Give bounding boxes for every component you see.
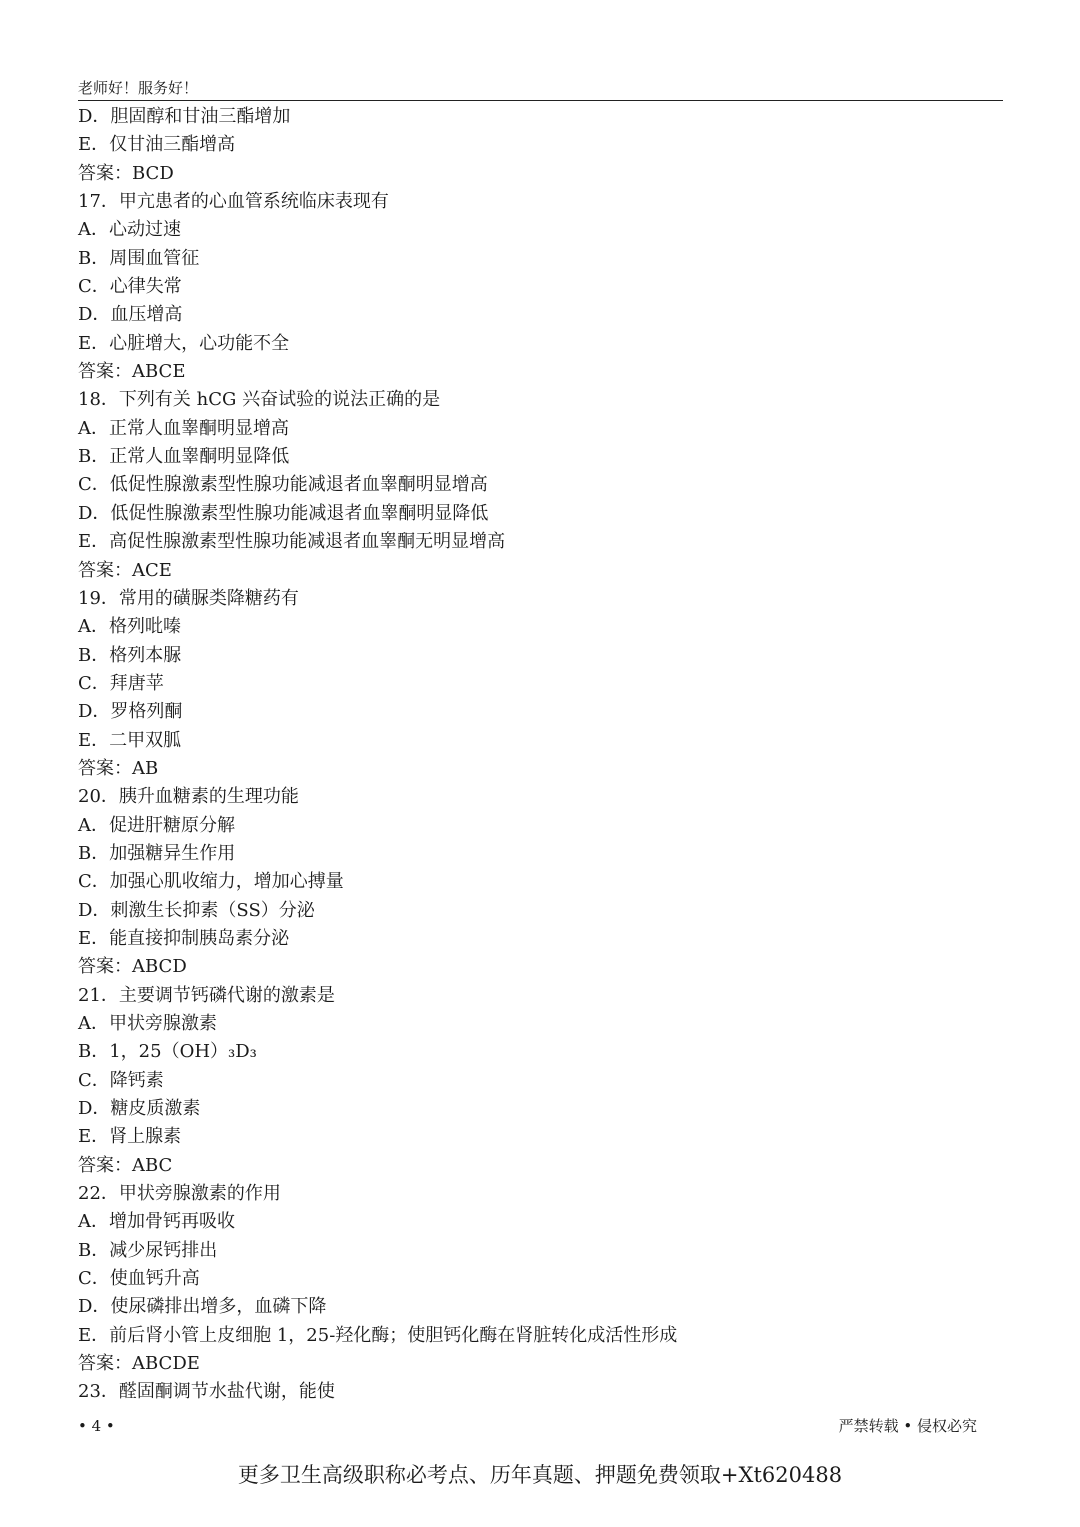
option-b: B．减少尿钙排出 bbox=[78, 1239, 218, 1261]
option-b: B．加强糖异生作用 bbox=[78, 842, 236, 864]
answer: 答案：ABC bbox=[78, 1154, 173, 1176]
option-c: C．加强心肌收缩力，增加心搏量 bbox=[78, 871, 344, 893]
answer: 答案：ABCD bbox=[78, 956, 187, 978]
answer: 答案：ABCE bbox=[78, 361, 186, 383]
option-e: E．前后肾小管上皮细胞 1，25-羟化酶；使胆钙化酶在肾脏转化成活性形成 bbox=[78, 1324, 678, 1346]
page-number: • 4 • bbox=[78, 1417, 115, 1435]
question-20: 20．胰升血糖素的生理功能 bbox=[78, 786, 299, 808]
question-19: 19．常用的磺脲类降糖药有 bbox=[78, 587, 299, 609]
option-a: A．格列吡嗪 bbox=[78, 616, 181, 638]
question-21: 21．主要调节钙磷代谢的激素是 bbox=[78, 984, 335, 1006]
option-b: B．正常人血睾酮明显降低 bbox=[78, 446, 290, 468]
question-23: 23．醛固酮调节水盐代谢，能使 bbox=[78, 1381, 335, 1403]
option-d: D．糖皮质激素 bbox=[78, 1098, 201, 1120]
copyright-notice: 严禁转载 • 侵权必究 bbox=[838, 1417, 977, 1435]
answer: 答案：ACE bbox=[78, 559, 172, 581]
option-e: E．心脏增大，心功能不全 bbox=[78, 332, 290, 354]
option-d: D．罗格列酮 bbox=[78, 701, 183, 723]
option-d: D．低促性腺激素型性腺功能减退者血睾酮明显降低 bbox=[78, 502, 489, 524]
question-17: 17．甲亢患者的心血管系统临床表现有 bbox=[78, 191, 389, 213]
promo-banner: 更多卫生高级职称必考点、历年真题、押题免费领取+Xt620488 bbox=[237, 1463, 843, 1487]
option-a: A．甲状旁腺激素 bbox=[78, 1013, 217, 1034]
option-c: C．心律失常 bbox=[78, 276, 182, 298]
option-c: C．低促性腺激素型性腺功能减退者血睾酮明显增高 bbox=[78, 474, 488, 496]
option-a: A．增加骨钙再吸收 bbox=[78, 1211, 235, 1233]
option-c: C．拜唐苹 bbox=[78, 672, 164, 694]
option-a: A．促进肝糖原分解 bbox=[78, 814, 235, 836]
option-a: A．心动过速 bbox=[78, 219, 181, 241]
option-a: A．正常人血睾酮明显增高 bbox=[78, 417, 289, 439]
question-18: 18．下列有关 hCG 兴奋试验的说法正确的是 bbox=[78, 389, 441, 411]
option-e: E．二甲双胍 bbox=[78, 729, 182, 751]
page-header: 老师好！服务好！ bbox=[78, 76, 1003, 101]
option-d: D．刺激生长抑素（SS）分泌 bbox=[78, 899, 315, 921]
answer: 答案：AB bbox=[78, 757, 159, 779]
document-body bbox=[78, 103, 1008, 1407]
option-d: D．使尿磷排出增多，血磷下降 bbox=[78, 1296, 327, 1318]
option-b: B．1，25（OH）₃D₃ bbox=[78, 1041, 257, 1063]
option-b: B．周围血管征 bbox=[78, 247, 200, 269]
option-c: C．使血钙升高 bbox=[78, 1268, 200, 1290]
option-e: E．仅甘油三酯增高 bbox=[78, 134, 236, 156]
option-c: C．降钙素 bbox=[78, 1069, 164, 1091]
answer: 答案：BCD bbox=[78, 162, 174, 184]
answer: 答案：ABCDE bbox=[78, 1353, 200, 1375]
option-d: D．血压增高 bbox=[78, 304, 183, 326]
question-22: 22．甲状旁腺激素的作用 bbox=[78, 1183, 281, 1205]
option-b: B．格列本脲 bbox=[78, 644, 182, 666]
option-e: E．能直接抑制胰岛素分泌 bbox=[78, 927, 290, 949]
option-e: E．肾上腺素 bbox=[78, 1126, 182, 1148]
option-d: D．胆固醇和甘油三酯增加 bbox=[78, 106, 291, 127]
option-e: E．高促性腺激素型性腺功能减退者血睾酮无明显增高 bbox=[78, 531, 506, 553]
